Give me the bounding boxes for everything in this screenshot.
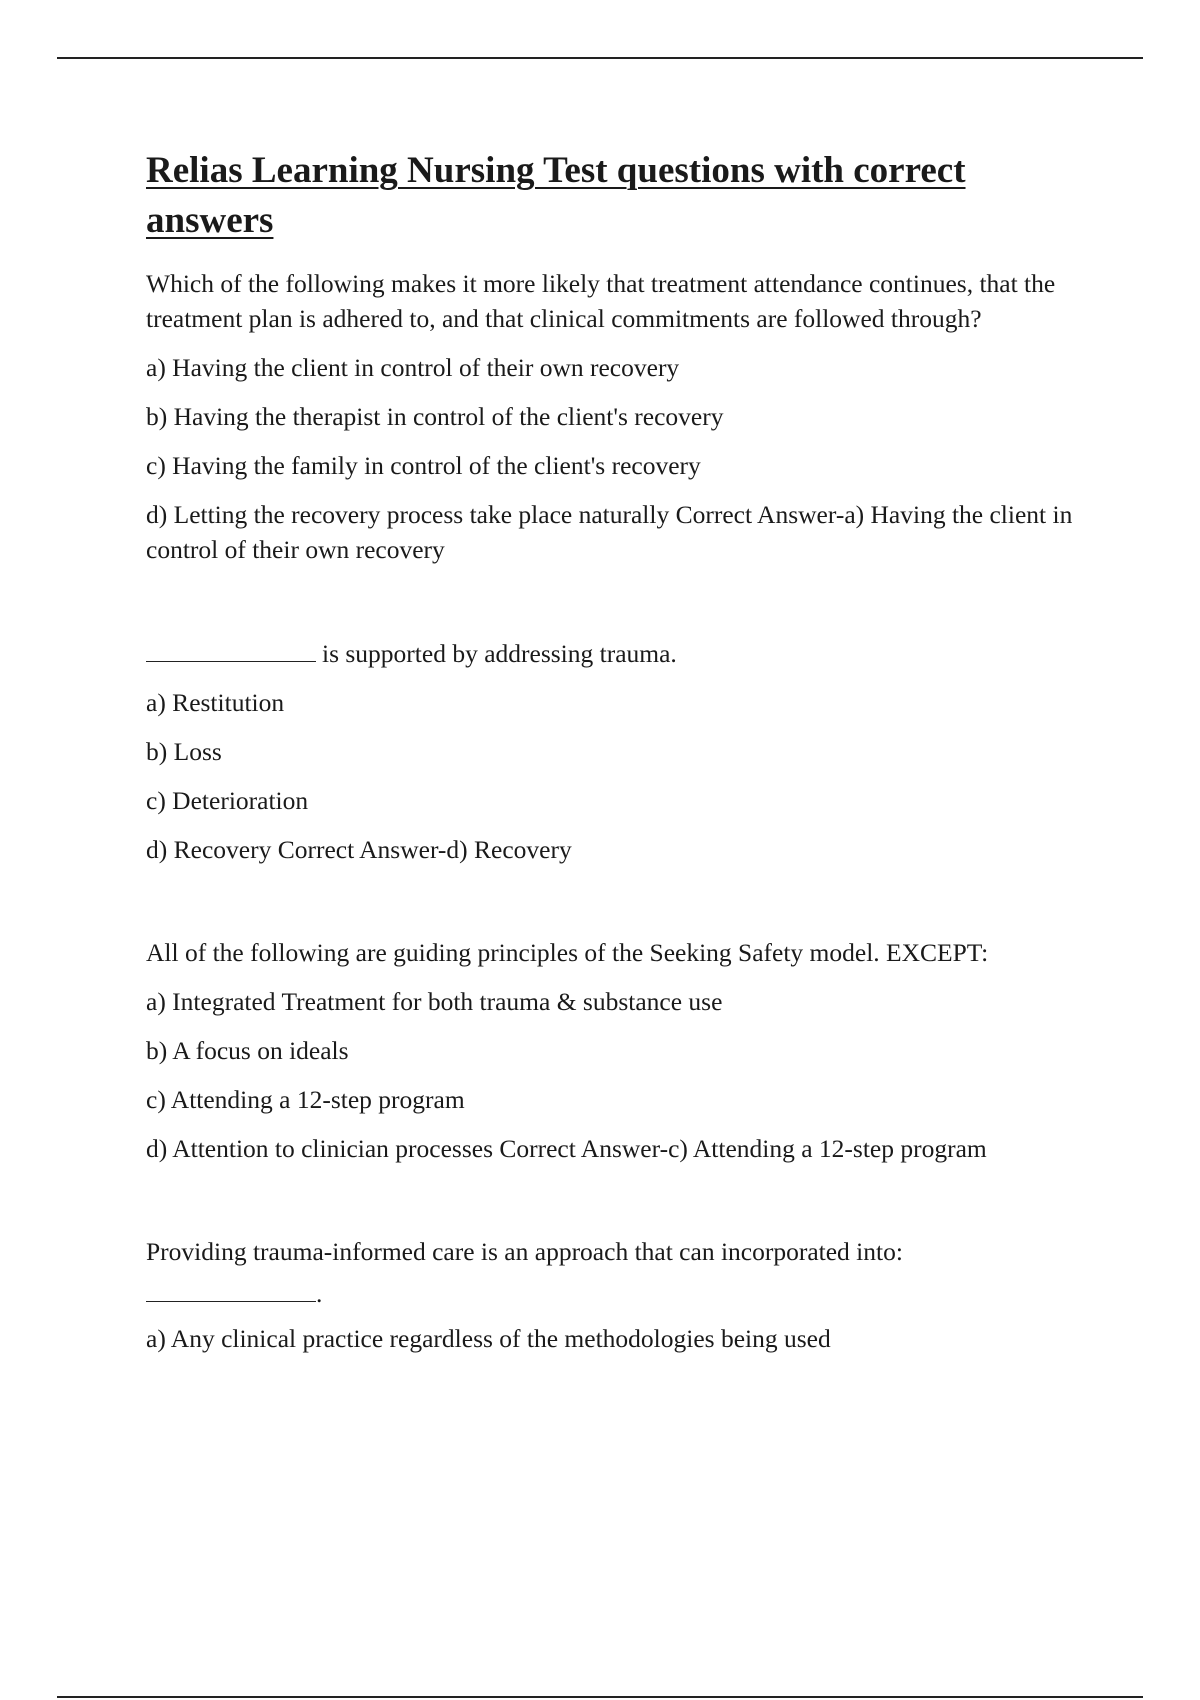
question-text-after-blank: is supported by addressing trauma. [322,639,677,668]
question-block-2 [146,635,1086,867]
answer-option: c) Deterioration [146,786,309,815]
page-content [146,146,1086,1356]
question-text: Which of the following makes it more likely that treatment attendance continues, that the treatment plan is adhered to, and that clinical commitments are followed through? [146,269,1056,333]
fill-in-blank [146,635,316,662]
question-block-4 [146,1234,1086,1356]
question-text: All of the following are guiding principles of the Seeking Safety model. EXCEPT: [146,938,989,967]
answer-option: a) Restitution [146,688,285,717]
answer-option: c) Having the family in control of the client's recovery [146,451,701,480]
question-block-3 [146,935,1086,1166]
document-title: Relias Learning Nursing Test questions with correct answers [146,150,966,241]
top-rule [57,57,1143,59]
answer-option: a) Having the client in control of their own recovery [146,353,680,382]
answer-option: d) Recovery Correct Answer-d) Recovery [146,835,572,864]
fill-in-blank [146,1275,316,1302]
answer-option: b) Having the therapist in control of the client's recovery [146,402,724,431]
fill-in-blank-line [146,1275,1086,1307]
answer-option: a) Any clinical practice regardless of the methodologies being used [146,1324,831,1353]
answer-option: a) Integrated Treatment for both trauma & substance use [146,987,723,1016]
question-text: Providing trauma-informed care is an approach that can incorporated into: [146,1237,903,1266]
question-block-1 [146,266,1086,567]
answer-option: b) A focus on ideals [146,1036,349,1065]
blank-suffix: . [316,1279,323,1308]
question-text [146,635,1086,671]
bottom-rule [57,1696,1143,1698]
answer-option: b) Loss [146,737,222,766]
answer-option: c) Attending a 12-step program [146,1085,465,1114]
answer-option: d) Attention to clinician processes Correct Answer-c) Attending a 12-step program [146,1134,987,1163]
answer-option: d) Letting the recovery process take place naturally Correct Answer-a) Having the client in control of their own recovery [146,500,1073,564]
